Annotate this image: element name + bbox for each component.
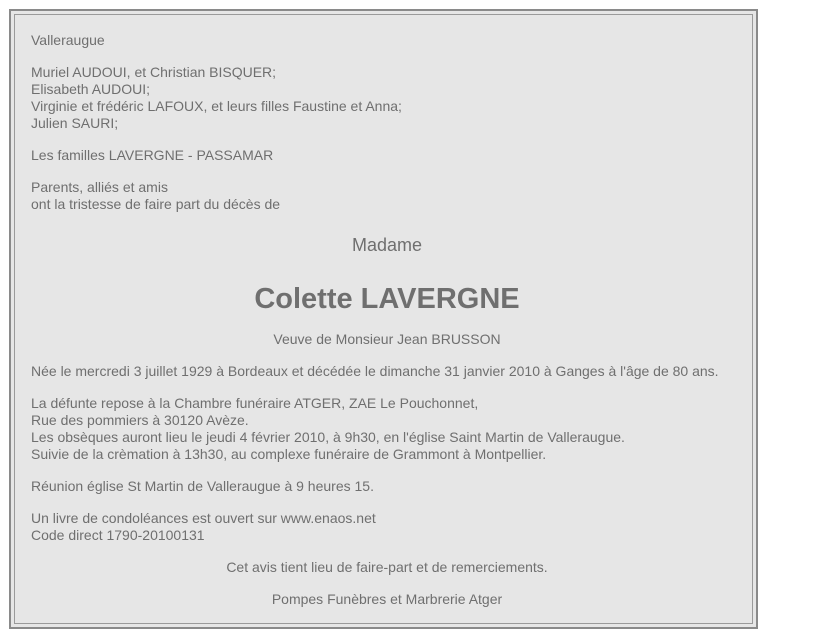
families-line: Les familles LAVERGNE - PASSAMAR (31, 147, 274, 163)
birth-death-line: Née le mercredi 3 juillet 1929 à Bordeaux et décédée le dimanche 31 janvier 2010 à Ganges à l'âge de 80 ans. (31, 363, 719, 379)
deceased-name: Colette LAVERGNE (254, 283, 520, 315)
arrangements-line: La défunte repose à la Chambre funéraire ATGER, ZAE Le Pouchonnet, (31, 395, 479, 411)
family-line: Julien SAURI; (31, 115, 119, 131)
condolence-line: Un livre de condoléances est ouvert sur www.enaos.net (31, 510, 376, 526)
family-line: Elisabeth AUDOUI; (31, 81, 151, 97)
place-name: Valleraugue (31, 32, 105, 48)
reunion-line: Réunion église St Martin de Valleraugue à 9 heures 15. (31, 478, 374, 494)
relatives-line: ont la tristesse de faire part du décès de (31, 196, 281, 212)
arrangements-line: Suivie de la crèmation à 13h30, au complexe funéraire de Grammont à Montpellier. (31, 446, 547, 462)
obituary-notice (9, 9, 758, 629)
condolence-line: Code direct 1790-20100131 (31, 527, 205, 543)
arrangements-line: Les obsèques auront lieu le jeudi 4 février 2010, à 9h30, en l'église Saint Martin de Valleraugue. (31, 429, 625, 445)
widow-of-line: Veuve de Monsieur Jean BRUSSON (273, 331, 501, 347)
relatives-line: Parents, alliés et amis (31, 179, 168, 195)
honorific: Madame (351, 235, 423, 255)
family-line: Muriel AUDOUI, et Christian BISQUER; (31, 64, 277, 80)
closing-line: Cet avis tient lieu de faire-part et de remerciements. (226, 559, 548, 575)
family-line: Virginie et frédéric LAFOUX, et leurs filles Faustine et Anna; (31, 98, 402, 114)
arrangements-line: Rue des pommiers à 30120 Avèze. (31, 412, 249, 428)
funeral-home-line: Pompes Funèbres et Marbrerie Atger (271, 591, 503, 607)
notice-content (31, 32, 743, 608)
